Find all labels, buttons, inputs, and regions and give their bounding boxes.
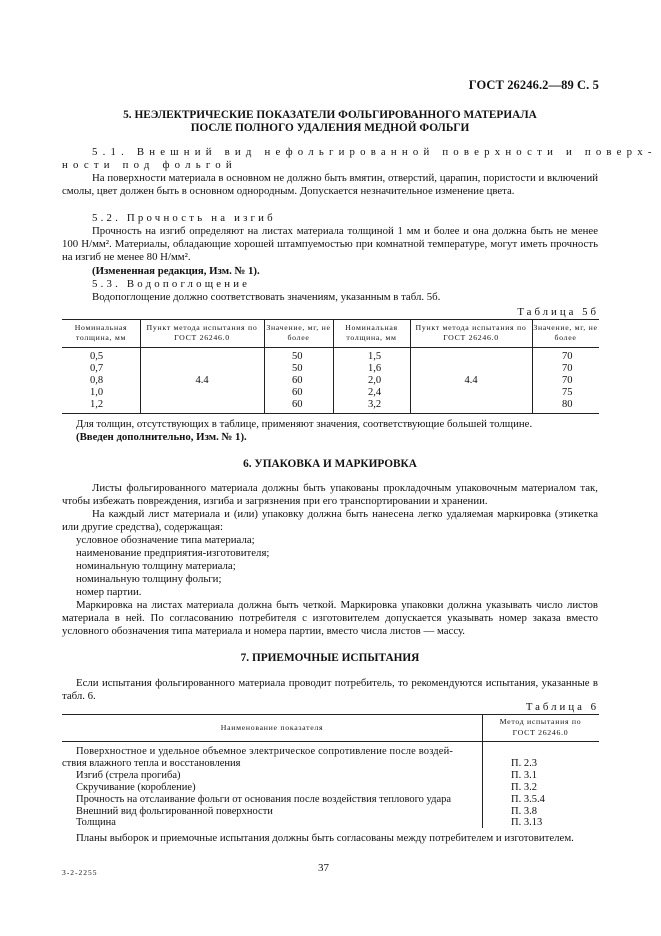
- p53-text: Водопоглощение должно соответствовать значениям, указанным в табл. 5б.: [92, 291, 441, 303]
- table-cell: 2,4: [368, 387, 382, 398]
- table-cell: 4.4: [464, 375, 478, 386]
- p51-heading-line1: 5.1. Внешний вид нефольгированной поверхности и поверх-: [92, 146, 657, 158]
- list-item: наименование предприятия-изготовителя;: [76, 547, 270, 559]
- section-6-p3: Маркировка на листах материала должна быть четкой. Маркировка упаковки должна указывать число листов материала в ней. По согласованию потребителя с изготовителем допускается указывать номер заказа вместо условного обозначения типа материала и номера партии, вместо числа листов — массу.: [62, 599, 598, 637]
- table-cell: П. 3.1: [511, 770, 537, 781]
- after-table-5b-text: Для толщин, отсутствующих в таблице, применяют значения, соответствующие большей толщине.: [76, 418, 533, 430]
- table-cell: 1,2: [90, 399, 104, 410]
- table-cell: Прочность на отслаивание фольги от основания после воздействия теплового удара: [76, 794, 452, 805]
- th-method-left: Пункт метода испытания по ГОСТ 26246.0: [146, 323, 258, 342]
- table-cell: П. 3.5.4: [511, 794, 545, 805]
- table-cell: 0,7: [90, 363, 104, 374]
- th-thickness-left: Номинальная толщина, мм: [74, 323, 128, 342]
- th-method-line1: Метод испытания по: [499, 717, 582, 726]
- th-thickness-right: Номинальная толщина, мм: [345, 323, 398, 342]
- section-5-title-line2: ПОСЛЕ ПОЛНОГО УДАЛЕНИЯ МЕДНОЙ ФОЛЬГИ: [190, 122, 470, 134]
- table-6-label: Таблица 6: [525, 701, 599, 713]
- table-cell: 0,8: [90, 375, 104, 386]
- table-cell: П. 3.13: [511, 817, 543, 828]
- section-7-title: 7. ПРИЕМОЧНЫЕ ИСПЫТАНИЯ: [240, 652, 420, 664]
- table-cell: 4.4: [195, 375, 209, 386]
- list-item: номинальную толщину материала;: [76, 560, 236, 572]
- table-cell: П. 3.8: [511, 806, 537, 817]
- th-method-line2: ГОСТ 26246.0: [512, 728, 569, 737]
- p51-text: На поверхности материала в основном не должно быть вмятин, отверстий, царапин, пористости и включений смолы, цвет должен быть в основном однородным. Допускается незначительное изменение цвета.: [62, 172, 598, 197]
- section-5-title-line1: 5. НЕЭЛЕКТРИЧЕСКИЕ ПОКАЗАТЕЛИ ФОЛЬГИРОВАННОГО МАТЕРИАЛА: [123, 109, 537, 121]
- list-item: условное обозначение типа материала;: [76, 534, 255, 546]
- table-cell: П. 3.2: [511, 782, 537, 793]
- table-cell: Изгиб (стрела прогиба): [76, 770, 181, 781]
- table-cell: 75: [562, 387, 573, 398]
- after-table-5b-note: (Введен дополнительно, Изм. № 1).: [76, 431, 247, 443]
- table-cell: 50: [292, 351, 303, 362]
- section-7-p1: Если испытания фольгированного материала проводит потребитель, то рекомендуются испытания, указанные в табл. 6.: [62, 677, 598, 702]
- page-number: 37: [318, 862, 329, 874]
- table-5b-label: Таблица 5б: [517, 306, 599, 318]
- table-cell: 50: [292, 363, 303, 374]
- table-cell: Толщина: [76, 817, 116, 828]
- p52-note: (Измененная редакция, Изм. № 1).: [92, 265, 260, 277]
- p53-heading: 5.3. Водопоглощение: [92, 278, 251, 290]
- list-item: номинальную толщину фольги;: [76, 573, 222, 585]
- p52-heading: 5.2. Прочность на изгиб: [92, 212, 276, 224]
- running-header: ГОСТ 26246.2—89 С. 5: [468, 78, 599, 92]
- th-indicator-name: Наименование показателя: [220, 723, 324, 732]
- th-value-left: Значение, мг, не более: [266, 323, 331, 342]
- table-cell: 2,0: [368, 375, 382, 386]
- closing-text: Планы выборок и приемочные испытания должны быть согласованы между потребителем и изготовителем.: [76, 832, 574, 844]
- th-method-right: Пункт метода испытания по ГОСТ 26246.0: [415, 323, 527, 342]
- table-cell: 1,5: [368, 351, 382, 362]
- th-value-right: Значение, мг, не более: [533, 323, 598, 342]
- table-cell: 70: [562, 363, 573, 374]
- section-6-p1: Листы фольгированного материала должны быть упакованы прокладочным упаковочным материалом так, чтобы избежать повреждения, изгиба и загрязнения при его транспортировании и хранении.: [62, 482, 598, 507]
- table-cell: 3,2: [368, 399, 382, 410]
- table-cell: 1,6: [368, 363, 382, 374]
- footer-code: 3-2-2255: [62, 868, 98, 877]
- section-6-title: 6. УПАКОВКА И МАРКИРОВКА: [243, 458, 417, 470]
- p51-heading-line2: ности под фольгой: [62, 159, 237, 171]
- table-cell: 1,0: [90, 387, 104, 398]
- table-cell: 70: [562, 351, 573, 362]
- section-6-p2: На каждый лист материала и (или) упаковку должна быть нанесена легко удаляемая маркировка (этикетка или другие средства), содержащая:: [62, 508, 598, 533]
- table-cell: Поверхностное и удельное объемное электрическое сопротивление после воздей-: [76, 746, 454, 757]
- table-cell: Скручивание (коробление): [76, 782, 196, 793]
- p52-text: Прочность на изгиб определяют на листах материала толщиной 1 мм и более и она должна быть не менее 100 Н/мм². Материалы, обладающие хорошей штампуемостью при комнатной температуре, могут иметь прочность на изгиб не менее 80 Н/мм².: [62, 225, 598, 263]
- table-cell: 60: [292, 387, 303, 398]
- table-cell: 0,5: [90, 351, 104, 362]
- table-cell: 60: [292, 399, 303, 410]
- table-cell: 80: [562, 399, 573, 410]
- table-cell: ствия влажного тепла и восстановления: [62, 758, 241, 769]
- table-cell: 70: [562, 375, 573, 386]
- table-cell: П. 2.3: [511, 758, 537, 769]
- table-cell: 60: [292, 375, 303, 386]
- table-cell: Внешний вид фольгированной поверхности: [76, 806, 273, 817]
- list-item: номер партии.: [76, 586, 142, 598]
